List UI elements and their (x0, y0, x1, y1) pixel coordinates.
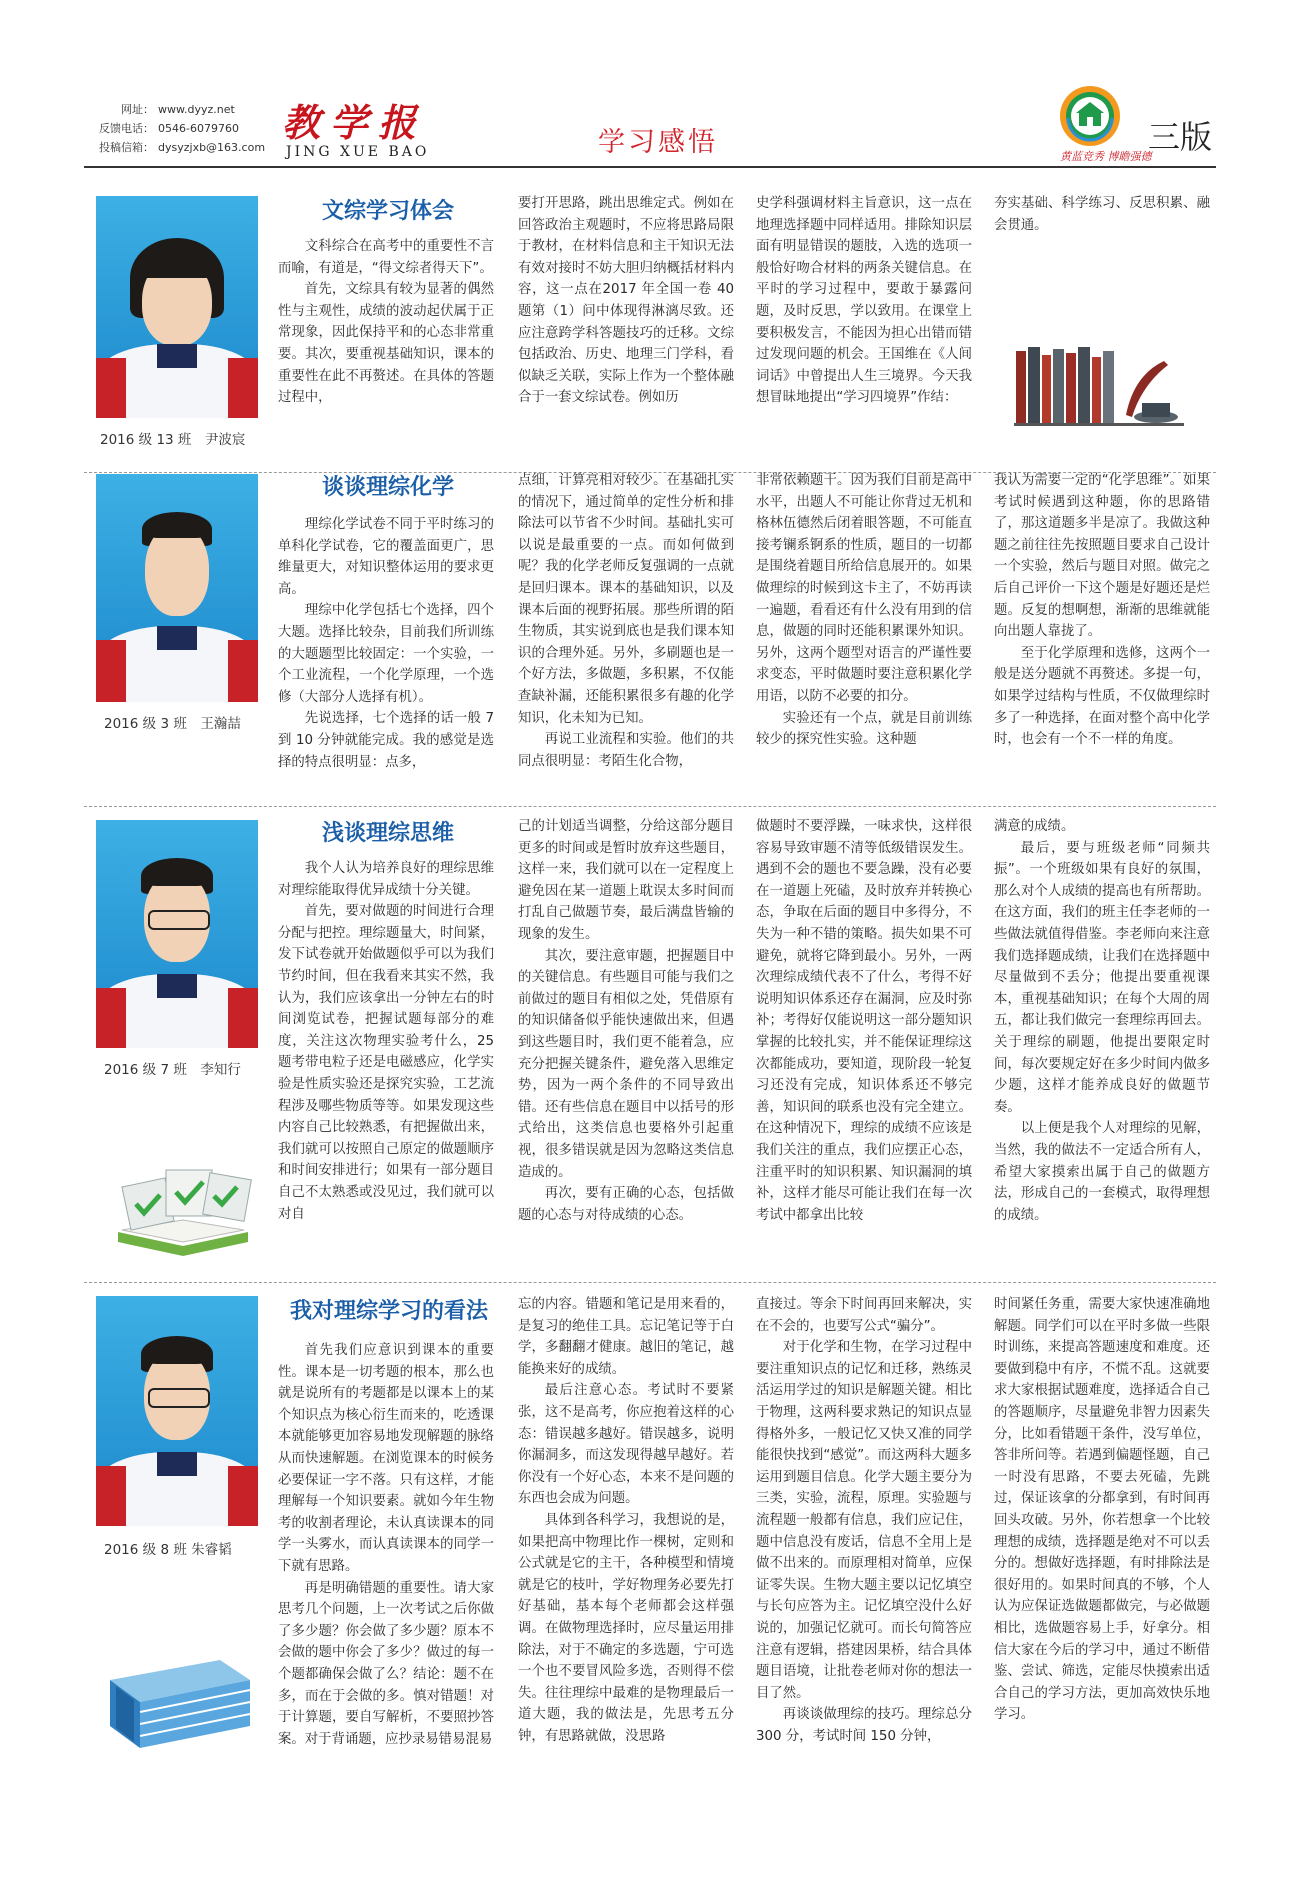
paragraph: 史学科强调材料主旨意识，这一点在地理选择题中同样适用。排除知识层面有明显错误的题肢，入选的选项一般恰好吻合材料的两条关键信息。在平时的学习过程中，要敢于暴露问题，及时反思，学以致用。在课堂上要积极发言，不能因为担心出错而错过发现问题的机会。王国维在《人间词话》中曾提出人生三境界。今天我想冒昧地提出“学习四境界”作结： (756, 196, 972, 406)
school-motto: 黄蓝竞秀 博瞻强德 (1060, 150, 1152, 163)
author-caption: 2016 级 3 班 王瀚喆 (104, 716, 241, 732)
paragraph: 最后注意心态。考试时不要紧张，这不是高考，你应抱着这样的心态：错误越多越好。错误越多，说明你漏洞多，而这发现得越早越好。若你没有一个好心态，本来不是问题的东西也会成为问题。 (518, 1383, 734, 1507)
article-column-3 (756, 193, 972, 448)
article-column-2 (518, 470, 734, 796)
article-column-3 (756, 1294, 972, 1770)
masthead-info (92, 100, 272, 157)
article-column-4 (994, 1294, 1210, 1770)
article-title: 谈谈理综化学 (322, 474, 455, 500)
website-value[interactable]: www.dyyz.net (158, 103, 235, 116)
paragraph: 最后，要与班级老师“同频共振”。一个班级如果有良好的氛围，那么对个人成绩的提高也有所帮助。在这方面，我们的班主任李老师的一些做法就值得借鉴。李老师向来注意我们选择题成绩，让我们在选择题中尽量做到不丢分；他提出要重视课本，重视基础知识；在每个大周的周五，都让我们做完一套理综再回去。关于理综的刷题，他提出要限定时间，每次要规定好在多少时间内做多少题，这样才能养成良好的做题节奏。 (994, 840, 1210, 1115)
article-title: 文综学习体会 (322, 198, 455, 224)
email-value[interactable]: dysyzjxb@163.com (158, 141, 266, 154)
paragraph: 我个人认为培养良好的理综思维对理综能取得优异成绩十分关键。 (278, 861, 494, 898)
author-caption: 2016 级 13 班 尹波宸 (100, 432, 246, 448)
article-column-2 (518, 1294, 734, 1770)
author-caption: 2016 级 7 班 李知行 (104, 1062, 241, 1078)
article-title: 我对理综学习的看法 (290, 1298, 489, 1324)
books-illustration (1014, 345, 1184, 427)
author-photo (96, 820, 258, 1048)
header-rule (84, 166, 1216, 168)
book-stack-illustration (100, 1640, 260, 1760)
paragraph: 夯实基础、科学练习、反思积累、融会贯通。 (994, 196, 1210, 233)
paragraph: 做题时不要浮躁，一味求快，这样很容易导致审题不清等低级错误发生。遇到不会的题也不要急躁，没有必要在一道题上死磕，及时放弃并转换心态，争取在后面的题目中多得分，不失为一种不错的策略。损失如果不可避免，就将它降到最小。另外，一两次理综成绩代表不了什么，考得不好说明知识体系还存在漏洞，应及时弥补；考得好仅能说明这一部分题知识掌握的比较扎实，并不能保证理综这次都能成功，要知道，现阶段一轮复习还没有完成，知识体系还不够完善，知识间的联系也没有完全建立。在这种情况下，理综的成绩不应该是我们关注的重点，我们应摆正心态，注重平时的知识积累、知识漏洞的填补，这样才能尽可能让我们在每一次考试中都拿出比较 (756, 819, 972, 1223)
article-column-4 (994, 193, 1210, 253)
paragraph: 理综中化学包括七个选择，四个大题。选择比较杂，目前我们所训练的大题题型比较固定：一个实验，一个工业流程，一个化学原理，一个选修（大部分人选择有机）。 (278, 603, 494, 705)
paragraph: 首先，文综具有较为显著的偶然性与主观性，成绩的波动起伏属于正常现象，因此保持平和的心态非常重要。其次，要重视基础知识，课本的重要性在此不再赘述。在具体的答题过程中， (278, 282, 494, 406)
school-logo (1058, 84, 1122, 148)
author-photo (96, 1296, 258, 1526)
article-column-2 (518, 816, 734, 1272)
paragraph: 我认为需要一定的“化学思维”。如果考试时候遇到这种题，你的思路错了，那这道题多半是凉了。我做这种题之前往往先按照题目要求自己设计一个实验，然后与题目对照。做完之后自己评价一下这个题是好题还是烂题。反复的想啊想，渐渐的思维就能向出题人靠拢了。 (994, 473, 1210, 640)
author-photo (96, 474, 258, 702)
paragraph: 对于化学和生物，在学习过程中要注重知识点的记忆和迁移，熟练灵活运用学过的知识是解题关键。相比于物理，这两科要求熟记的知识点显得格外多，一般记忆又快又准的同学能很快找到“感觉”。而这两科大题多运用到题目信息。化学大题主要分为三类，实验，流程，原理。实验题与流程题一般都有信息，我们应记住，题中信息没有废话，信息不全用上是做不出来的。而原理相对简单，应保证零失误。生物大题主要以记忆填空与长句应答为主。记忆填空没什么好说的，加强记忆就可。而长句简答应注意有逻辑，搭建因果桥，结合具体题目语境，让批卷老师对你的想法一目了然。 (756, 1340, 972, 1701)
paragraph: 先说选择，七个选择的话一般 7 到 10 分钟就能完成。我的感觉是选择的特点很明显：点多， (278, 711, 494, 770)
author-caption: 2016 级 8 班 朱睿韬 (104, 1542, 232, 1558)
article-column-4 (994, 816, 1210, 1272)
checklist-illustration (108, 1146, 258, 1262)
article-column-1 (278, 236, 494, 448)
paragraph: 其次，要注意审题，把握题目中的关键信息。有些题目可能与我们之前做过的题目有相似之处，凭借原有的知识储备似乎能快速做出来，但遇到这些题目时，我们更不能着急，应充分把握关键条件，避免落入思维定势，因为一两个条件的不同导致出错。还有些信息在题目中以括号的形式给出，这类信息也要格外引起重视，很多错误就是因为忽略这类信息造成的。 (518, 948, 734, 1180)
article-divider (84, 1282, 1216, 1283)
paragraph: 至于化学原理和选修，这两个一般是送分题就不再赘述。多提一句，如果学过结构与性质，不仅做理综时多了一种选择，在面对整个高中化学时，也会有一个不一样的角度。 (994, 645, 1210, 748)
website-line: 网址： www.dyyz.net (121, 103, 235, 116)
paragraph: 时间紧任务重，需要大家快速准确地解题。同学们可以在平时多做一些限时训练，来提高答题速度和难度。还要做到稳中有序，不慌不乱。这就要求大家根据试题难度，选择适合自己的答题顺序，尽量避免非智力因素失分，比如看错题干条件，没写单位，答非所问等。若遇到偏题怪题，自己一时没有思路，不要去死磕，先跳过，保证该拿的分都拿到，有时间再回头攻破。另外，你若想拿一个比较理想的成绩，选择题是绝对不可以丢分的。想做好选择题，有时排除法是很好用的。如果时间真的不够，个人认为应保证选做题都做完，与必做题相比，选做题容易上手，好拿分。相信大家在今后的学习中，通过不断借鉴、尝试、筛选，定能尽快摸索出适合自己的学习方法，更加高效快乐地学习。 (994, 1297, 1210, 1723)
article-column-3 (756, 816, 972, 1272)
article-column-4 (994, 470, 1210, 796)
author-photo (96, 196, 258, 418)
paragraph: 直接过。等余下时间再回来解决，实在不会的，也要写公式“骗分”。 (756, 1297, 972, 1334)
paragraph: 理综化学试卷不同于平时练习的单科化学试卷，它的覆盖面更广，思维量更大，对知识整体运用的要求更高。 (278, 517, 494, 597)
paragraph: 非常依赖题干。因为我们目前是高中水平，出题人不可能让你背过无机和格林伍德然后闭着眼答题，不可能直接考镧系锕系的性质，题目的一切都是围绕着题目所给信息展开的。如果做理综的时候到这卡主了，不妨再读一遍题，看看还有什么没有用到的信息，做题的同时还能积累课外知识。另外，这两个题型对语言的严谨性要求变态，平时做题时要注意积累化学用语，以防不必要的扣分。 (756, 473, 972, 704)
paragraph: 再次，要有正确的心态，包括做题的心态与对待成绩的心态。 (518, 1186, 734, 1223)
paragraph: 再谈谈做理综的技巧。理综总分 300 分，考试时间 150 分钟， (756, 1707, 972, 1744)
paragraph: 满意的成绩。 (994, 819, 1075, 834)
paragraph: 首先我们应意识到课本的重要性。课本是一切考题的根本，那么也就是说所有的考题都是以课本上的某个知识点为核心衍生而来的，吃透课本就能够更加容易地发现解题的脉络从而快速解题。在浏览课本的时候务必要保证一字不落。只有这样，才能理解每一个知识要素。就如今年生物考的收割者理论，未认真读课本的同学一头雾水，而认真读课本的同学一下就有思路。 (278, 1343, 494, 1574)
newspaper-brand: 教学报 (282, 100, 427, 145)
paragraph: 首先，要对做题的时间进行合理分配与把控。理综题量大，时间紧，发下试卷就开始做题似乎可以为我们节约时间，但在我看来其实不然，我认为，我们应该拿出一分钟左右的时间浏览试卷，把握试题每部分的难度，关注这次物理实验考什么，25 题考带电粒子还是电磁感应，化学实验是性质实验还是探究实验，工艺流程涉及哪些物质等等。如果发现这些内容自己比较熟悉，有把握做出来，我们就可以按照自己原定的做题顺序和时间安排进行；如果有一部分题目自己不太熟悉或没见过，我们就可以对自 (278, 904, 494, 1222)
paragraph: 己的计划适当调整，分给这部分题目更多的时间或是暂时放弃这些题目，这样一来，我们就可以在一定程度上避免因在某一道题上耽误太多时间而打乱自己做题节奏，最后满盘皆输的现象的发生。 (518, 819, 734, 942)
phone-value: 0546-6079760 (158, 122, 239, 135)
article-column-1 (278, 858, 494, 1272)
article-column-1 (278, 1340, 494, 1770)
email-line: 投稿信箱： dysyzjxb@163.com (99, 141, 266, 154)
paragraph: 文科综合在高考中的重要性不言而喻，有道是，“得文综者得天下”。 (278, 239, 494, 276)
paragraph: 忘的内容。错题和笔记是用来看的，是复习的绝佳工具。忘记笔记等于白学，多翻翻才健康。越旧的笔记，越能换来好的成绩。 (518, 1297, 734, 1377)
article-column-3 (756, 470, 972, 796)
paragraph: 再说工业流程和实验。他们的共同点很明显：考陌生化合物， (518, 732, 734, 769)
paragraph: 点细，计算亮相对较少。在基础扎实的情况下，通过简单的定性分析和排除法可以节省不少时间。基础扎实可以说是最重要的一点。而如何做到呢？我的化学老师反复强调的一点就是回归课本。课本的基础知识，以及课本后面的视野拓展。那些所谓的陌生物质，其实说到底也是我们课本知识的合理外延。另外，多刷题也是一个好方法，多做题，多积累，不仅能查缺补漏，还能积累很多有趣的化学知识，化未知为已知。 (518, 473, 734, 726)
paragraph: 实验还有一个点，就是目前训练较少的探究性实验。这种题 (756, 710, 972, 748)
paragraph: 要打开思路，跳出思维定式。例如在回答政治主观题时，不应将思路局限于教材，在材料信息和主干知识无法有效对接时不妨大胆归纳概括材料内容，这一点在2017 年全国一卷 40 题第（1）问中体现得淋漓尽致。还应注意跨学科答题技巧的迁移。文综包括政治、历史、地理三门学科，看似缺乏关联，实际上作为一个整体融合于一套文综试卷。例如历 (518, 196, 734, 406)
phone-line: 反馈电话： 0546-6079760 (99, 122, 239, 135)
newspaper-brand-pinyin: JING XUE BAO (286, 144, 430, 160)
section-title: 学习感悟 (598, 127, 718, 158)
article-column-2 (518, 193, 734, 448)
article-title: 浅谈理综思维 (322, 820, 455, 846)
article-column-1 (278, 514, 494, 796)
article-divider (84, 806, 1216, 807)
edition-number: 三版 (1148, 118, 1213, 156)
paragraph: 具体到各科学习，我想说的是，如果把高中物理比作一棵树，定则和公式就是它的主干，各种模型和情境就是它的枝叶，学好物理务必要先打好基础，基本每个老师都会这样强调。在做物理选择时，应尽量运用排除法，对于不确定的多选题，宁可选一个也不要冒风险多选，否则得不偿失。往往理综中最难的是物理最后一道大题，我的做法是，先思考五分钟，有思路就做，没思路 (518, 1512, 734, 1744)
paragraph: 以上便是我个人对理综的见解，当然，我的做法不一定适合所有人，希望大家摸索出属于自己的做题方法，形成自己的一套模式，取得理想的成绩。 (994, 1121, 1210, 1223)
paragraph: 再是明确错题的重要性。请大家思考几个问题，上一次考试之后你做了多少题？你会做了多少题？原本不会做的题中你会了多少？做过的每一个题都确保会做了么？结论：题不在多，而在于会做的多。慎对错题！对于计算题，要自写解析，不要照抄答案。对于背诵题，应抄录易错易混易 (278, 1580, 494, 1747)
